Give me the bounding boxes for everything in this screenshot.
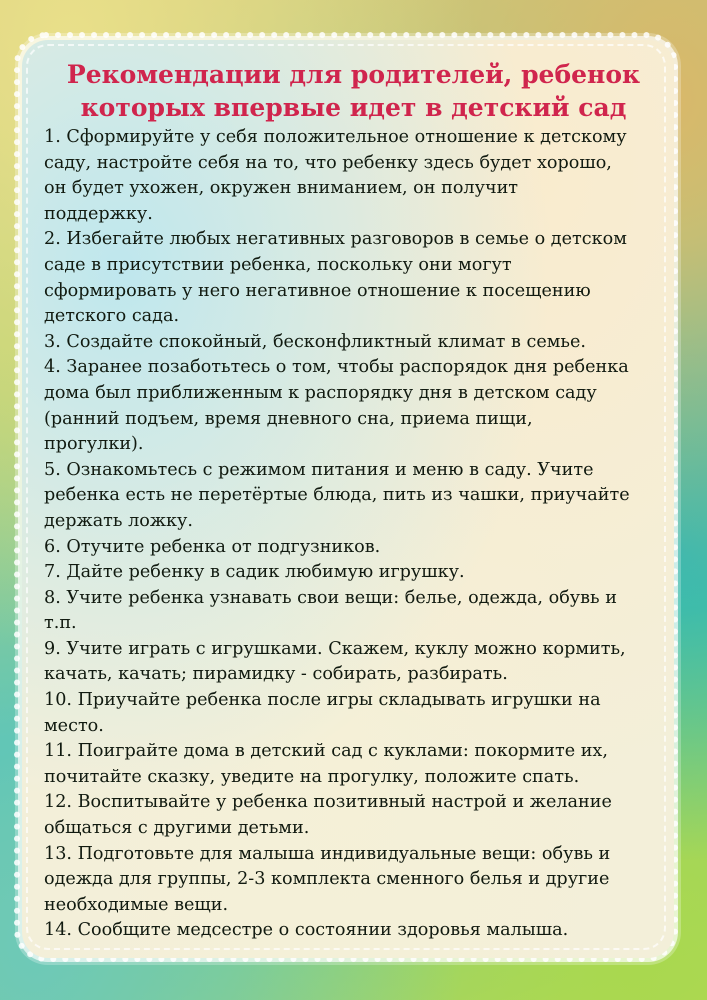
recommendation-line: поддержку. bbox=[44, 203, 153, 224]
recommendation-line: 14. Сообщите медсестре о состоянии здоровья малыша. bbox=[44, 920, 569, 941]
recommendation-item-1 bbox=[44, 125, 668, 227]
recommendation-item-12 bbox=[44, 790, 668, 841]
recommendation-item-13 bbox=[44, 842, 668, 919]
recommendation-line: 8. Учите ребенка узнавать свои вещи: белье, одежда, обувь и bbox=[44, 587, 617, 608]
recommendation-line: место. bbox=[44, 715, 104, 736]
recommendation-line: 9. Учите играть с игрушками. Скажем, куклу можно кормить, bbox=[44, 638, 626, 659]
recommendation-item-6 bbox=[44, 535, 668, 561]
recommendation-line: сформировать у него негативное отношение к посещению bbox=[44, 280, 591, 301]
recommendation-line: одежда для группы, 2-3 комплекта сменного белья и другие bbox=[44, 869, 610, 890]
recommendation-line: 12. Воспитывайте у ребенка позитивный настрой и желание bbox=[44, 792, 612, 813]
page-title bbox=[40, 58, 667, 124]
recommendation-line: дома был приближенным к распорядку дня в детском саду bbox=[44, 382, 597, 403]
recommendation-line: 1. Сформируйте у себя положительное отношение к детскому bbox=[44, 127, 627, 147]
recommendation-line: 3. Создайте спокойный, бесконфликтный климат в семье. bbox=[44, 331, 586, 352]
recommendation-line: детского сада. bbox=[44, 306, 180, 327]
recommendation-item-10 bbox=[44, 688, 668, 739]
recommendation-item-7 bbox=[44, 560, 668, 586]
recommendation-item-14 bbox=[44, 918, 668, 944]
recommendation-line: 7. Дайте ребенку в садик любимую игрушку. bbox=[44, 562, 465, 583]
recommendation-line: саде в присутствии ребенка, поскольку они могут bbox=[44, 254, 512, 275]
recommendation-line: качать, качать; пирамидку - собирать, разбирать. bbox=[44, 664, 508, 685]
recommendations-list bbox=[44, 125, 668, 944]
recommendation-item-3 bbox=[44, 330, 668, 356]
recommendation-line: 5. Ознакомьтесь с режимом питания и меню в саду. Учите bbox=[44, 459, 594, 480]
recommendation-item-2 bbox=[44, 227, 668, 329]
recommendation-line: 6. Отучите ребенка от подгузников. bbox=[44, 536, 381, 557]
recommendation-line: общаться с другими детьми. bbox=[44, 818, 310, 839]
recommendation-line: (ранний подъем, время дневного сна, приема пищи, bbox=[44, 408, 533, 429]
title-line-2: которых впервые идет в детский сад bbox=[80, 93, 627, 122]
recommendation-line: 11. Поиграйте дома в детский сад с куклами: покормите их, bbox=[44, 741, 608, 762]
recommendation-item-9 bbox=[44, 637, 668, 688]
recommendation-line: т.п. bbox=[44, 613, 77, 634]
recommendation-item-8 bbox=[44, 586, 668, 637]
recommendation-line: почитайте сказку, уведите на прогулку, положите спать. bbox=[44, 766, 580, 787]
recommendation-line: 4. Заранее позаботьтесь о том, чтобы распорядок дня ребенка bbox=[44, 357, 629, 378]
recommendation-line: 13. Подготовьте для малыша индивидуальные вещи: обувь и bbox=[44, 843, 611, 864]
recommendation-line: 2. Избегайте любых негативных разговоров в семье о детском bbox=[44, 229, 627, 250]
recommendation-line: он будет ухожен, окружен вниманием, он получит bbox=[44, 178, 519, 199]
recommendation-line: саду, настройте себя на то, что ребенку здесь будет хорошо, bbox=[44, 152, 612, 173]
recommendation-item-4 bbox=[44, 355, 668, 457]
recommendation-line: ребенка есть не перетёртые блюда, пить из чашки, приучайте bbox=[44, 485, 630, 506]
title-line-1: Рекомендации для родителей, ребенок bbox=[66, 60, 641, 89]
recommendation-line: прогулки). bbox=[44, 434, 144, 455]
recommendation-line: 10. Приучайте ребенка после игры складывать игрушки на bbox=[44, 690, 601, 711]
recommendation-item-5 bbox=[44, 458, 668, 535]
recommendation-line: необходимые вещи. bbox=[44, 894, 229, 915]
recommendation-item-11 bbox=[44, 739, 668, 790]
recommendation-line: держать ложку. bbox=[44, 510, 193, 531]
